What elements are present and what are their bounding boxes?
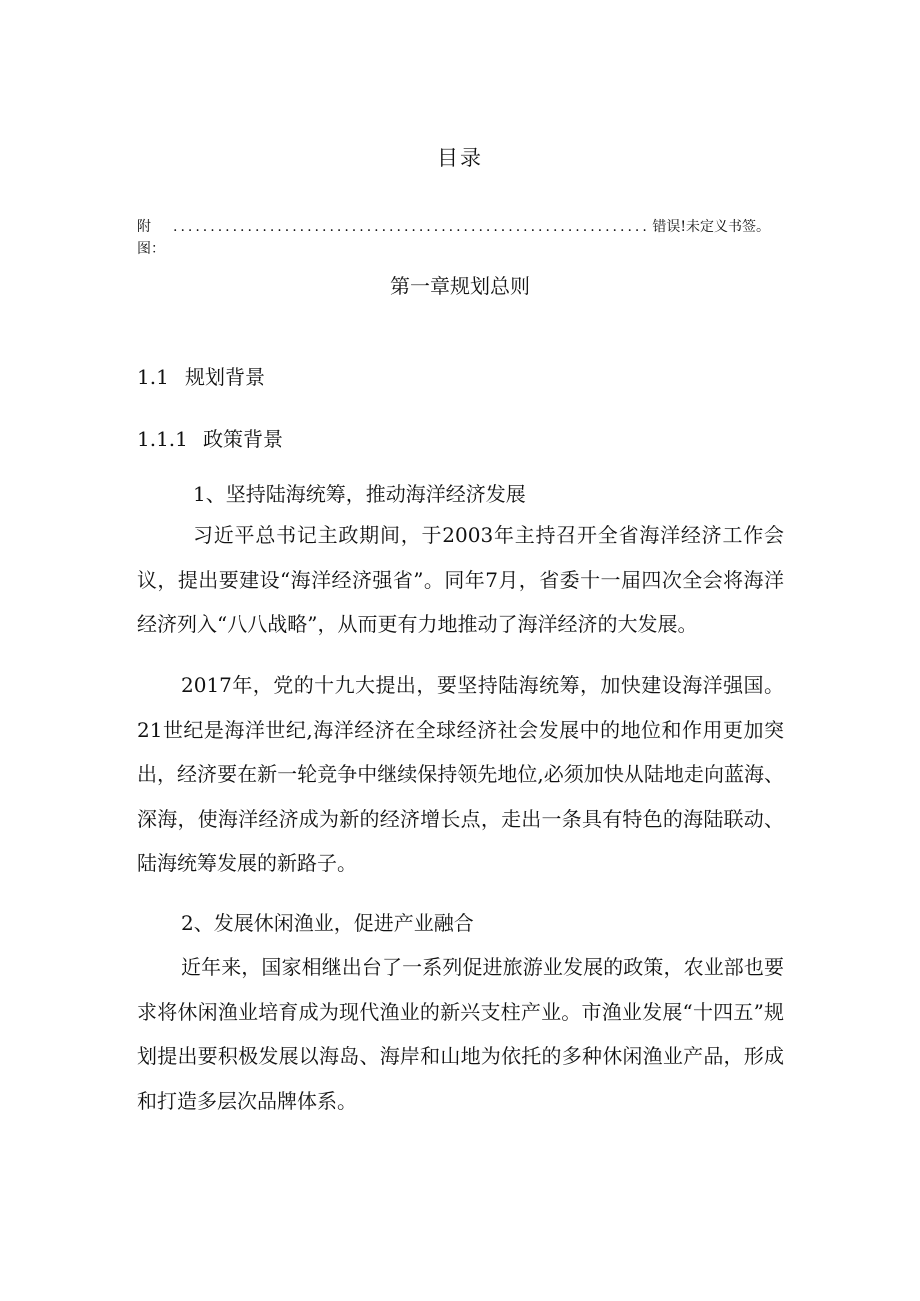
subsection-title: 政策背景 bbox=[203, 427, 283, 451]
subsection-heading bbox=[137, 424, 283, 454]
toc-entry[interactable] bbox=[137, 216, 770, 260]
section-number: 1.1 bbox=[137, 365, 169, 389]
toc-entry-error: 错误!未定义书签。 bbox=[652, 219, 770, 235]
toc-title: 目录 bbox=[437, 146, 483, 170]
section-heading bbox=[137, 362, 265, 392]
subsection-number: 1.1.1 bbox=[137, 427, 188, 451]
toc-entry-label: 附图： bbox=[137, 219, 165, 257]
list-item-heading: 2、发展休闲渔业，促进产业融合 bbox=[181, 911, 474, 935]
paragraph: 近年来，国家相继出台了一系列促进旅游业发展的政策，农业部也要求将休闲渔业培育成为现代渔业的新兴支柱产业。市渔业发展“十四五”规划提出要积极发展以海岛、海岸和山地为依托的多种休闲渔业产品，形成和打造多层次品牌体系。 bbox=[137, 955, 784, 1113]
list-item-heading: 1、坚持陆海统筹，推动海洋经济发展 bbox=[193, 482, 526, 506]
toc-leader-dots bbox=[173, 216, 648, 238]
paragraph: 2017年，党的十九大提出，要坚持陆海统筹，加快建设海洋强国。21世纪是海洋世纪,海洋经济在全球经济社会发展中的地位和作用更加突出，经济要在新一轮竞争中继续保持领先地位,必须加快从陆地走向蓝海、深海，使海洋经济成为新的经济增长点，走出一条具有特色的海陆联动、陆海统筹发展的新路子。 bbox=[137, 673, 784, 875]
paragraph: 习近平总书记主政期间，于2003年主持召开全省海洋经济工作会议，提出要建设“海洋经济强省”。同年7月，省委十一届四次全会将海洋经济列入“八八战略”，从而更有力地推动了海洋经济的大发展。 bbox=[137, 523, 784, 636]
chapter-heading: 第一章规划总则 bbox=[390, 274, 530, 298]
section-title: 规划背景 bbox=[185, 365, 265, 389]
